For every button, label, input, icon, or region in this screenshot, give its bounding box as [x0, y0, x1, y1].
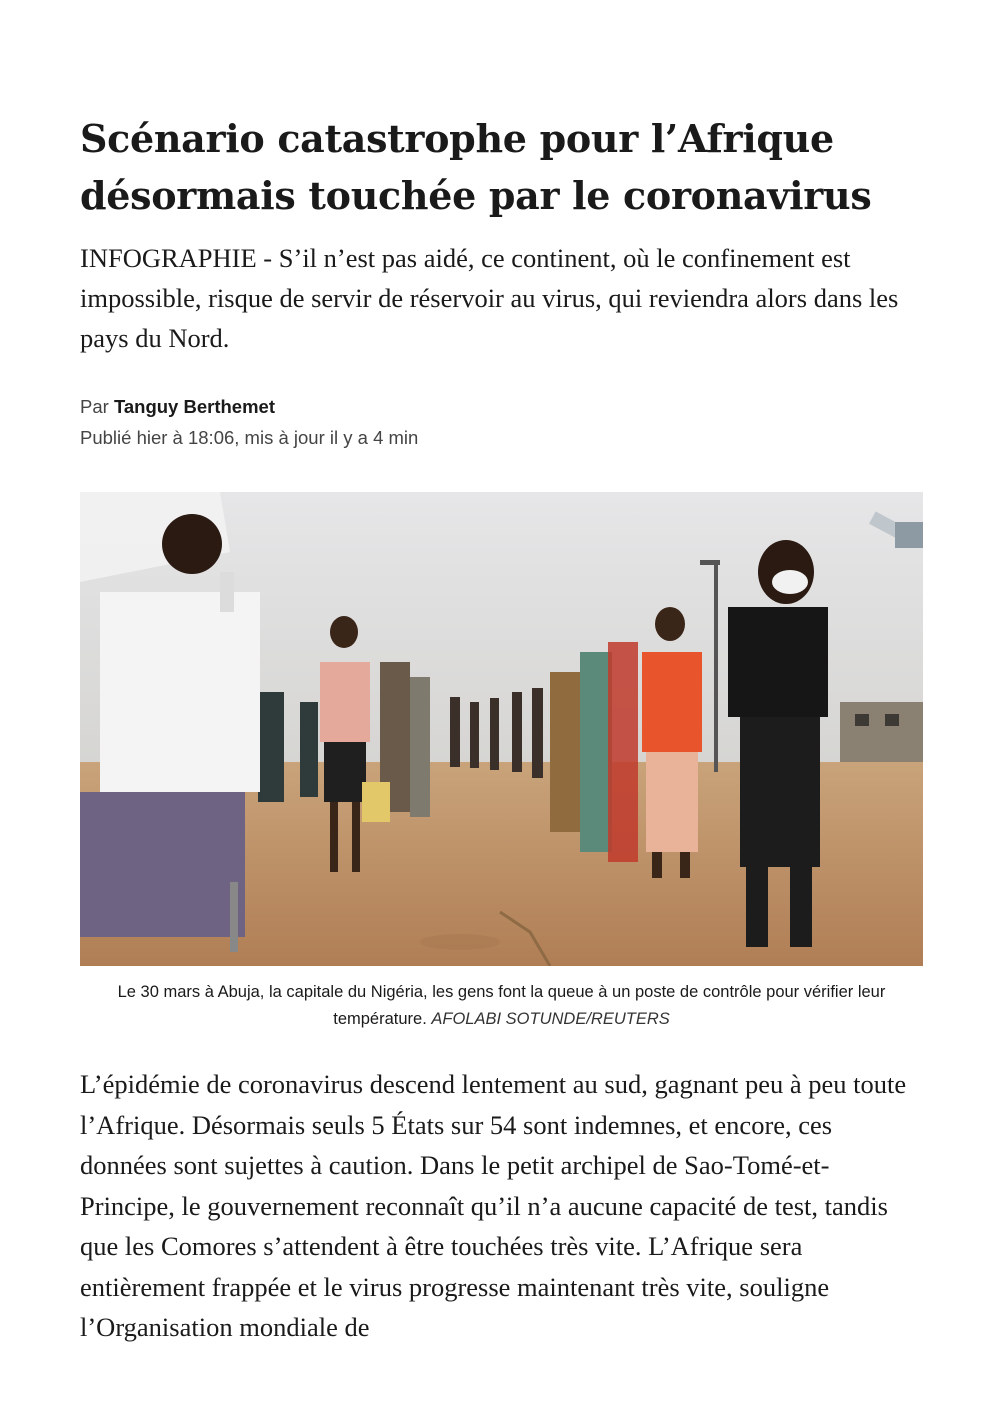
author-link[interactable]: Tanguy Berthemet — [113, 396, 275, 417]
article-photo[interactable] — [80, 492, 923, 966]
publication-date: Publié hier à 18:06, mis à jour il y a 4 min — [80, 427, 419, 448]
article-standfirst: INFOGRAPHIE - S’il n’est pas aidé, ce continent, où le confinement est impossible, risque de servir de réservoir au virus, qui reviendra alors dans les pays du Nord. — [80, 243, 899, 353]
article-figure — [80, 492, 923, 1033]
byline-prefix: Par — [80, 396, 109, 417]
photo-illustration — [80, 492, 923, 966]
byline-author-line — [80, 391, 923, 422]
article-body-paragraph: L’épidémie de coronavirus descend lentement au sud, gagnant peu à peu toute l’Afrique. Désormais seuls 5 États sur 54 sont indemnes, et encore, ces données sont sujettes à caution. Dans le petit archipel de Sao-Tomé-et-Principe, le gouvernement reconnaît qu’il n’a aucune capacité de test, tandis que les Comores s’attendent à être touchées très vite. L’Afrique sera entièrement frappée et le virus progresse maintenant très vite, souligne l’Organisation mondiale de — [80, 1069, 907, 1342]
caption-text: Le 30 mars à Abuja, la capitale du Nigéria, les gens font la queue à un poste de contrôle pour vérifier leur température. — [117, 983, 886, 1028]
photo-credit: AFOLABI SOTUNDE/REUTERS — [431, 1010, 670, 1028]
byline — [80, 391, 923, 453]
photo-caption — [80, 979, 923, 1033]
article-title: Scénario catastrophe pour l’Afrique désormais touchée par le coronavirus — [80, 116, 872, 218]
